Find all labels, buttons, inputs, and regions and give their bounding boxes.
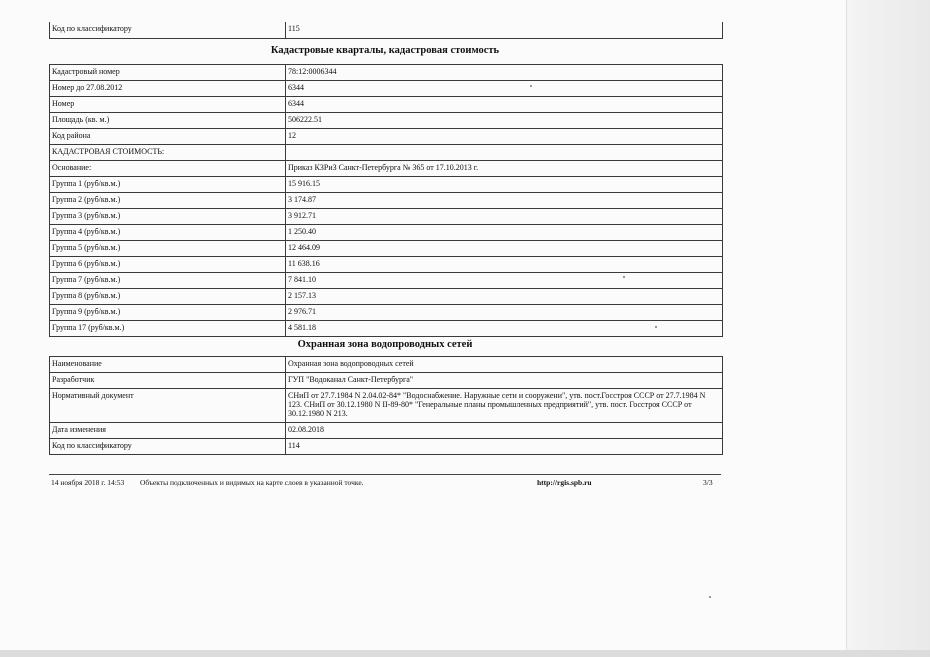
table-row xyxy=(50,209,723,225)
row-label: Группа 6 (руб/кв.м.) xyxy=(50,257,286,273)
row-label: Площадь (кв. м.) xyxy=(50,113,286,129)
row-value: 7 841.10 xyxy=(286,273,723,289)
scan-edge-shadow xyxy=(846,0,930,657)
footer-date: 14 ноября 2018 г. 14:53 xyxy=(51,478,125,487)
table-row xyxy=(50,225,723,241)
table-row xyxy=(50,129,723,145)
row-label: Группа 9 (руб/кв.м.) xyxy=(50,305,286,321)
row-label: Основание: xyxy=(50,161,286,177)
table-row xyxy=(50,357,723,373)
row-value: СНиП от 27.7.1984 N 2.04.02-84* "Водоснабжение. Наружные сети и сооружени", утв. пост.Госстроя СССР от 27.7.1984 N 123. СНиП от 30.12.1980 N II-89-80* "Генеральные планы промышленных предприятий", утв. пост. Госстроя СССР от 30.12.1980 N 213. xyxy=(286,389,723,423)
row-label: Группа 7 (руб/кв.м.) xyxy=(50,273,286,289)
table-row xyxy=(50,22,723,38)
row-value: 114 xyxy=(286,439,723,455)
table-row xyxy=(50,257,723,273)
row-label: Группа 8 (руб/кв.м.) xyxy=(50,289,286,305)
table-row xyxy=(50,81,723,97)
row-value: 6344 xyxy=(286,97,723,113)
table-row xyxy=(50,289,723,305)
table-row xyxy=(50,65,723,81)
row-value: 78:12:0006344 xyxy=(286,65,723,81)
row-value: 1 250.40 xyxy=(286,225,723,241)
table-row xyxy=(50,305,723,321)
table-row xyxy=(50,423,723,439)
row-value: ГУП "Водоканал Санкт-Петербурга" xyxy=(286,373,723,389)
table-row xyxy=(50,177,723,193)
row-label: Группа 5 (руб/кв.м.) xyxy=(50,241,286,257)
table-row xyxy=(50,389,723,423)
row-value: 506222.51 xyxy=(286,113,723,129)
row-label: Дата изменения xyxy=(50,423,286,439)
section-title-cadastral: Кадастровые кварталы, кадастровая стоимость xyxy=(270,45,500,56)
table-row xyxy=(50,161,723,177)
footer-note: Объекты подключенных и видимых на карте слоев в указанной точке. xyxy=(140,478,364,487)
row-label: Кадастровый номер xyxy=(50,65,286,81)
row-value: 11 638.16 xyxy=(286,257,723,273)
footer-page-number: 3/3 xyxy=(703,478,713,487)
table-row xyxy=(50,97,723,113)
table-row xyxy=(50,273,723,289)
table-row xyxy=(50,373,723,389)
row-value: Охранная зона водопроводных сетей xyxy=(286,357,723,373)
row-value: 6344 xyxy=(286,81,723,97)
row-label: Нормативный документ xyxy=(50,389,286,423)
table-row xyxy=(50,113,723,129)
row-label: Код по классификатору xyxy=(50,439,286,455)
row-value: 12 464.09 xyxy=(286,241,723,257)
row-label: Наименование xyxy=(50,357,286,373)
row-value: 115 xyxy=(286,22,723,38)
table-row xyxy=(50,241,723,257)
footer-url[interactable]: http://rgis.spb.ru xyxy=(537,478,592,487)
scan-bottom-edge xyxy=(0,650,930,657)
row-label: Группа 2 (руб/кв.м.) xyxy=(50,193,286,209)
row-value: 2 976.71 xyxy=(286,305,723,321)
table-row xyxy=(50,193,723,209)
row-label: КАДАСТРОВАЯ СТОИМОСТЬ: xyxy=(50,145,286,161)
row-label: Код по классификатору xyxy=(50,22,286,38)
row-value: 2 157.13 xyxy=(286,289,723,305)
row-value xyxy=(286,145,723,161)
table-row xyxy=(50,439,723,455)
cadastral-table xyxy=(49,64,723,337)
row-label: Номер xyxy=(50,97,286,113)
row-value: 02.08.2018 xyxy=(286,423,723,439)
row-value: 4 581.18 xyxy=(286,321,723,337)
water-zone-table xyxy=(49,356,723,455)
table-row xyxy=(50,145,723,161)
row-value: 3 174.87 xyxy=(286,193,723,209)
row-value: Приказ КЗРиЗ Санкт-Петербурга № 365 от 17.10.2013 г. xyxy=(286,161,723,177)
row-value: 12 xyxy=(286,129,723,145)
top-partial-table xyxy=(49,22,723,39)
row-value: 15 916.15 xyxy=(286,177,723,193)
row-label: Номер до 27.08.2012 xyxy=(50,81,286,97)
row-label: Группа 1 (руб/кв.м.) xyxy=(50,177,286,193)
row-label: Код района xyxy=(50,129,286,145)
section-title-water-zone: Охранная зона водопроводных сетей xyxy=(297,339,473,350)
footer-divider xyxy=(49,474,721,475)
row-label: Группа 3 (руб/кв.м.) xyxy=(50,209,286,225)
row-label: Разработчик xyxy=(50,373,286,389)
row-label: Группа 4 (руб/кв.м.) xyxy=(50,225,286,241)
row-value: 3 912.71 xyxy=(286,209,723,225)
row-label: Группа 17 (руб/кв.м.) xyxy=(50,321,286,337)
scan-speck xyxy=(709,596,711,598)
table-row xyxy=(50,321,723,337)
